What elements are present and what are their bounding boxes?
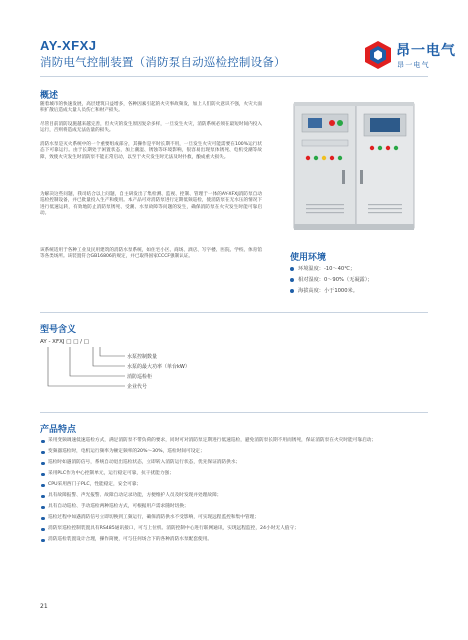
feature-text: 具有自动巡检、手动巡检两种巡检方式，可根据用户需求随时切换； <box>48 504 189 509</box>
bullet-icon <box>41 495 45 499</box>
features-heading: 产品特点 <box>40 425 77 435</box>
model-code: AY - XFXJ □ □ / □ <box>40 339 89 345</box>
model-label-company-code: 企业代号 <box>127 384 148 390</box>
feature-text: 巡检时如遇消防信号，系统自动退出巡检状态，立即转入消防运行状态，优先保证消防供水； <box>48 460 241 465</box>
section-divider <box>40 312 428 313</box>
feature-item <box>40 438 432 444</box>
bullet-icon <box>41 440 45 444</box>
environment-item <box>290 265 430 276</box>
bullet-icon <box>41 539 45 543</box>
bullet-icon <box>290 267 294 271</box>
page-title: 消防电气控制装置（消防泵自动巡检控制设备） <box>40 55 286 69</box>
company-logo <box>364 38 456 74</box>
overview-heading: 概述 <box>40 91 59 101</box>
bullet-icon <box>41 484 45 488</box>
environment-item <box>290 287 430 298</box>
model-bracket-lines <box>40 339 240 405</box>
feature-item <box>40 504 432 510</box>
feature-text: CPU采用西门子PLC，性能稳定，安全可靠； <box>48 482 142 487</box>
model-label-max-power: 水泵的最大功率（单台kW） <box>127 364 190 370</box>
bullet-icon <box>41 451 45 455</box>
feature-text: 采用PLC作为中心控制单元，运行稳定可靠，抗干扰能力强； <box>48 471 174 476</box>
bullet-icon <box>41 528 45 532</box>
environment-item <box>290 276 430 287</box>
bullet-icon <box>290 278 294 282</box>
model-label-pump-count: 水泵控制数量 <box>127 354 158 360</box>
bullet-icon <box>41 462 45 466</box>
environment-item-text: 环境温度：-10～40℃； <box>298 266 356 272</box>
environment-list <box>290 265 430 298</box>
environment-item-text: 海拔高度：小于1000米。 <box>298 288 358 294</box>
feature-text: 消防泵巡检控制装置具有RS485通讯接口，可与上位机、消防控制中心进行联网通讯，实现远程监控，24小时无人值守； <box>48 526 299 531</box>
bullet-icon <box>290 289 294 293</box>
feature-text: 变频器巡检时，电机运行频率为额定频率的20%～30%，巡检时间可设定； <box>48 449 205 454</box>
logo-brand-subtitle: 昂一电气 <box>397 61 430 69</box>
bullet-icon <box>41 506 45 510</box>
feature-item <box>40 482 432 488</box>
feature-text: 采用变频调速低速巡检方式，满足消防泵不带负荷的要求，同时可对消防泵定期进行低速巡检，避免消防泵长期不用而锈死，保证消防泵在火灾时能可靠启动； <box>48 438 377 443</box>
feature-item <box>40 471 432 477</box>
overview-paragraph-2: 尽管目前消防设施越来越完善，但火灾的发生原因复杂多样，一旦发生火灾，消防系统必须在最短时间内投入运行，否则将造成无法估量的损失。 <box>40 122 262 134</box>
overview-paragraph-3: 消防水泵是灭火系统中的一个重要组成部分，其操作是平时长期不用，一旦发生火灾可能需要在100%运行状态下可靠运行。由于长期处于闲置状态，加上潮湿、锈蚀等环境影响，很容易出现泵体锈死、电机受潮等故障，致使火灾发生时消防泵不能正常启动，以至于火灾发生时无法及时扑救，酿成重大损失。 <box>40 142 262 160</box>
bullet-icon <box>41 473 45 477</box>
feature-text: 消防巡检装置设计合理，操作简便，可与任何场合下的各种消防水泵配套使用。 <box>48 537 213 542</box>
features-list <box>40 438 432 548</box>
model-meaning-heading: 型号含义 <box>40 325 77 335</box>
environment-heading: 使用环境 <box>290 253 327 263</box>
product-model: AY-XFXJ <box>40 38 97 53</box>
feature-item <box>40 460 432 466</box>
logo-mark-icon <box>364 40 392 70</box>
feature-item <box>40 493 432 499</box>
feature-item <box>40 537 432 543</box>
feature-item <box>40 449 432 455</box>
model-label-cabinet: 消防巡检柜 <box>127 374 153 380</box>
overview-paragraph-5: 该系统适用于各种工业及民用建筑的消防水泵系统，如住宅小区、商场、酒店、写字楼、医院、学校、体育馆等各类场所。该装置符合GB16806的规定，并已取得国家CCCF强制认证。 <box>40 248 262 260</box>
control-cabinet-photo <box>280 100 428 236</box>
section-divider <box>40 412 428 413</box>
feature-text: 具有故障报警、声光报警、故障自动记录功能，方便维护人员及时发现并处理故障； <box>48 493 222 498</box>
logo-brand-name: 昂一电气 <box>396 43 456 59</box>
overview-paragraph-4: 为解决这些问题，我司结合以上问题，自主研发出了集检测、监视、控制、管理于一体的AY-XFXJ消防泵自动巡检控制设备，并已批量投入生产和使用。本产品可对消防泵进行定期低频巡检，使消防泵在无水压的情况下进行低速运转，有效地防止消防泵锈死、受潮、水泵故障等问题的发生，确保消防泵在火灾发生时能可靠启动。 <box>40 192 262 216</box>
page-number: 21 <box>40 603 48 610</box>
bullet-icon <box>41 517 45 521</box>
feature-item <box>40 515 432 521</box>
header-divider <box>40 76 428 77</box>
feature-item <box>40 526 432 532</box>
feature-text: 巡检过程中如遇消防信号立即切换到工频运行，确保消防供水不受影响，可实现远程监控和集中管理； <box>48 515 259 520</box>
environment-item-text: 相对湿度：0～90%（无凝露）； <box>298 277 373 283</box>
overview-paragraph-1: 随着城市的快速发展，高层建筑日益增多，各种因素引起的火灾事故频发，加上人们防火意识不强，火灾大面积扩散后造成大量人员伤亡和财产损失。 <box>40 102 262 114</box>
